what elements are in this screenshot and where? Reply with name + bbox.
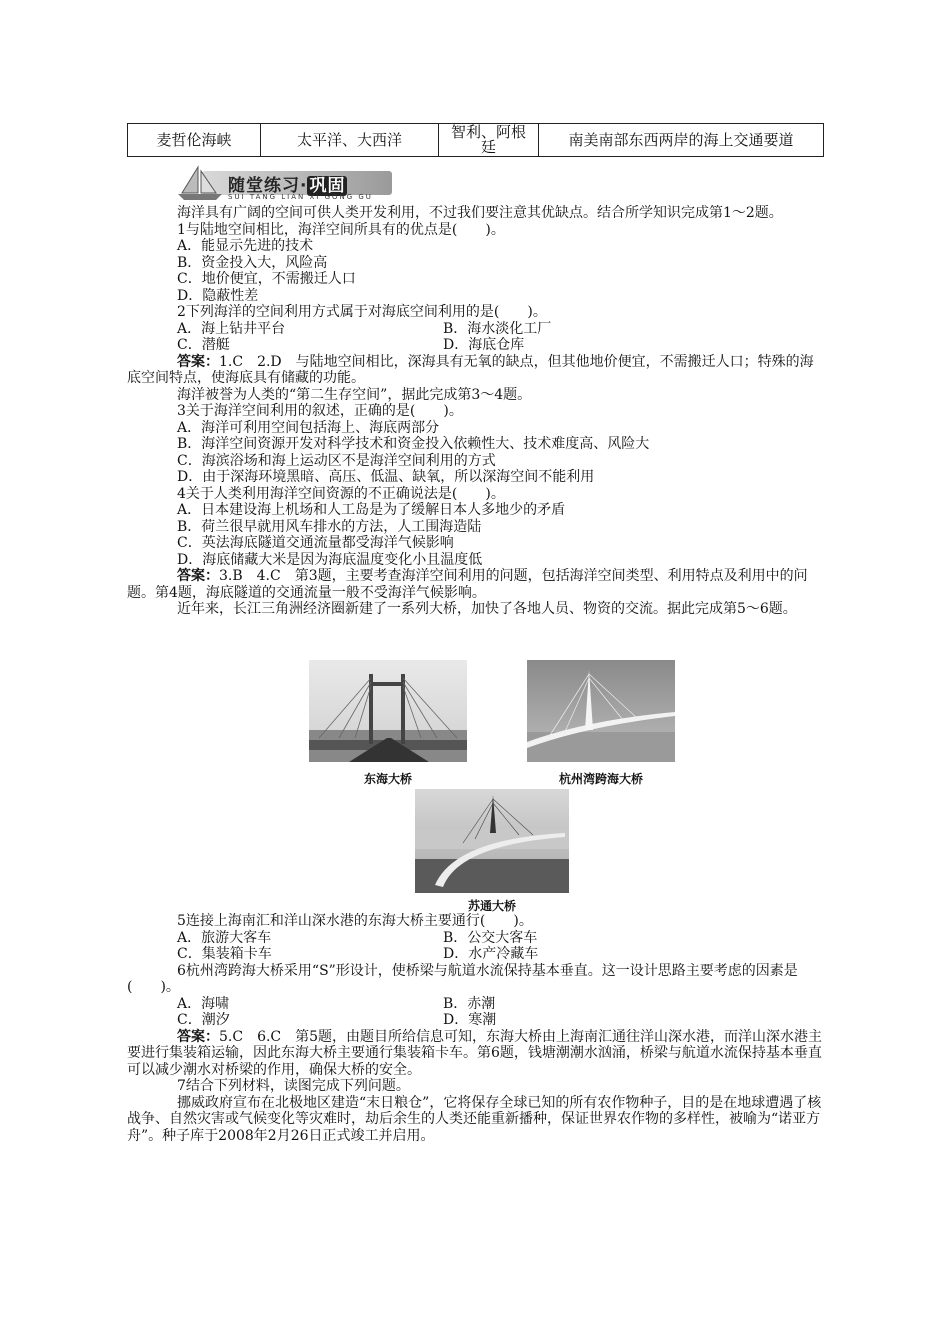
- question-7: 7结合下列材料，读图完成下列问题。: [177, 1078, 410, 1094]
- answer-text: 答案：1.C 2.D 与陆地空间相比，深海具有无氧的缺点，但其他地价便宜，不需搬迁人口；特殊的海底空间特点，使海底具有储藏的功能。: [127, 353, 814, 386]
- option: D．水产冷藏车: [443, 946, 539, 962]
- table-cell: [439, 124, 539, 157]
- intro-text: 海洋具有广阔的空间可供人类开发利用，不过我们要注意其优缺点。结合所学知识完成第1～2题。: [177, 205, 783, 221]
- option: A．海啸: [177, 995, 230, 1012]
- option: A．旅游大客车: [177, 929, 272, 946]
- option: B．赤潮: [443, 995, 496, 1012]
- option: B．荷兰很早就用风车排水的方法，人工围海造陆: [177, 518, 482, 535]
- option-row: [127, 1012, 825, 1029]
- table-cell: 麦哲伦海峡: [128, 124, 261, 157]
- table-cell-line: 智利、阿根: [450, 123, 526, 141]
- intro-text: 近年来，长江三角洲经济圈新建了一系列大桥，加快了各地人员、物资的交流。据此完成第5～6题。: [177, 601, 797, 617]
- option: A．海上钻井平台: [177, 320, 286, 337]
- table-cell-line: 廷: [480, 138, 496, 156]
- answer-text: 答案：5.C 6.C 第5题，由题目所给信息可知，东海大桥由上海南汇通往洋山深水港，而洋山深水港主要进行集装箱运输，因此东海大桥主要通行集装箱卡车。第6题，钱塘潮潮水汹涌，桥梁与航道水流保持基本垂直可以减少潮水对桥梁的作用，确保大桥的安全。: [127, 1028, 823, 1078]
- option: C．地价便宜，不需搬迁人口: [177, 271, 356, 287]
- option: D．海底仓库: [443, 337, 525, 353]
- option: D．海底储藏大米是因为海底温度变化小且温度低: [177, 551, 483, 568]
- option: A．海洋可利用空间包括海上、海底两部分: [177, 419, 440, 436]
- table-cell: 南美南部东西两岸的海上交通要道: [539, 124, 824, 157]
- option: D．隐蔽性差: [177, 287, 259, 304]
- sutong-bridge-photo: [415, 789, 569, 893]
- banner-pinyin: SUI TANG LIAN XI GONG GU: [228, 193, 373, 201]
- option: C．集装箱卡车: [177, 946, 272, 962]
- option: B．海水淡化工厂: [443, 320, 552, 337]
- option: A．能显示先进的技术: [177, 238, 314, 254]
- answer-text: 答案：3.B 4.C 第3题，主要考查海洋空间利用的问题，包括海洋空间类型、利用特点及利用中的问题。第4题，海底隧道的交通流量一般不受海洋气候影响。: [127, 568, 808, 601]
- option: C．潜艇: [177, 337, 230, 353]
- intro-text: 海洋被誉为人类的“第二生存空间”，据此完成第3～4题。: [177, 386, 532, 403]
- exercise-content: [127, 205, 825, 618]
- option: D．寒潮: [443, 1012, 497, 1028]
- option: D．由于深海环境黑暗、高压、低温、缺氧，所以深海空间不能利用: [177, 469, 595, 485]
- option-row: [127, 930, 825, 947]
- exercise-content-lower: [127, 913, 825, 1144]
- photo-caption: 杭州湾跨海大桥: [558, 772, 643, 786]
- option: C．英法海底隧道交通流量都受海洋气候影响: [177, 535, 454, 551]
- option-row: [127, 337, 825, 354]
- section-banner: [176, 163, 398, 203]
- sailboat-icon: [176, 163, 236, 203]
- option: C．海滨浴场和海上运动区不是海洋空间利用的方式: [177, 452, 496, 469]
- donghai-bridge-photo: [309, 660, 467, 762]
- option: C．潮汐: [177, 1012, 230, 1028]
- question-4: 4关于人类利用海洋空间资源的不正确说法是( )。: [177, 485, 505, 502]
- strait-table: [127, 123, 824, 157]
- option-row: [127, 996, 825, 1013]
- table-row: [128, 124, 824, 157]
- table-cell: 太平洋、大西洋: [261, 124, 439, 157]
- question-1: 1与陆地空间相比，海洋空间所具有的优点是( )。: [177, 221, 505, 238]
- option: A．日本建设海上机场和人工岛是为了缓解日本人多地少的矛盾: [177, 502, 566, 518]
- option: B．资金投入大，风险高: [177, 254, 328, 271]
- question-2: 2下列海洋的空间利用方式属于对海底空间利用的是( )。: [177, 304, 547, 320]
- hangzhou-bay-bridge-photo: [527, 660, 675, 762]
- material-text: 挪威政府宣布在北极地区建造“末日粮仓”，它将保存全球已知的所有农作物种子，目的是在地球遭遇了核战争、自然灾害或气候变化等灾难时，劫后余生的人类还能重新播种，保证世界农作物的多样性，被喻为“诺亚方舟”。种子库于2008年2月26日正式竣工并启用。: [127, 1094, 822, 1144]
- option-row: [127, 946, 825, 963]
- option: B．公交大客车: [443, 929, 538, 946]
- option: B．海洋空间资源开发对科学技术和资金投入依赖性大、技术难度高、风险大: [177, 436, 650, 452]
- question-5: 5连接上海南汇和洋山深水港的东海大桥主要通行( )。: [177, 913, 533, 929]
- question-3: 3关于海洋空间利用的叙述，正确的是( )。: [177, 403, 463, 419]
- photo-caption: 东海大桥: [363, 772, 412, 786]
- banner-title: 随堂练习· 巩固: [228, 176, 346, 196]
- question-6: 6杭州湾跨海大桥采用“S”形设计，使桥梁与航道水流保持基本垂直。这一设计思路主要考虑的因素是( )。: [127, 962, 798, 995]
- option-row: [127, 321, 825, 338]
- photo-caption: 苏通大桥: [467, 899, 516, 913]
